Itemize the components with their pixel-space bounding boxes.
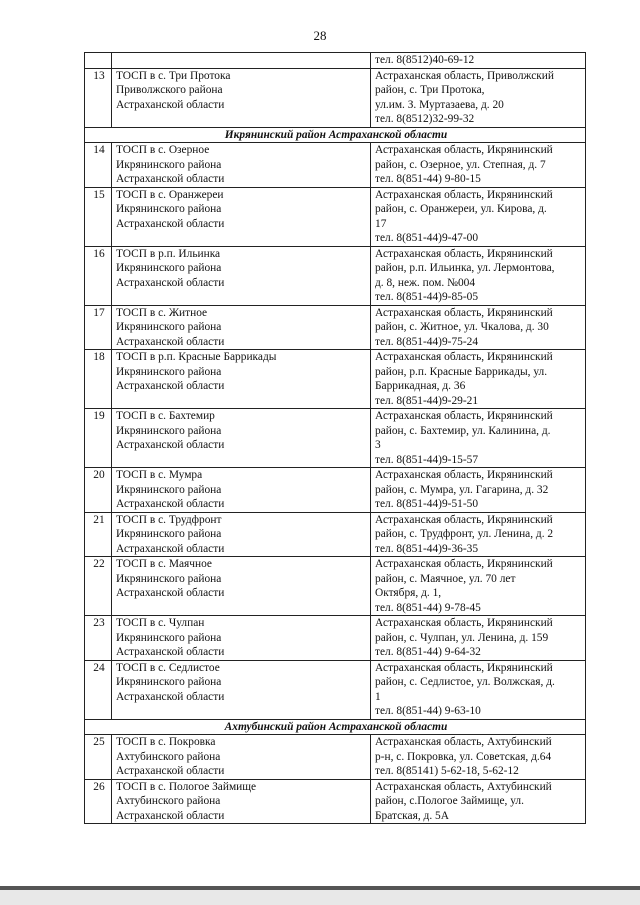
office-name-line: Астраханской области bbox=[116, 98, 225, 111]
address-line: тел. 8(851-44)9-75-24 bbox=[375, 335, 479, 348]
office-name-cell bbox=[112, 68, 371, 127]
address-line: Астраханская область, Икрянинский bbox=[375, 469, 553, 481]
section-row bbox=[85, 127, 586, 143]
office-name-line: Икрянинского района bbox=[116, 676, 222, 688]
address-line: район, с.Пологое Займище, ул. bbox=[375, 795, 524, 807]
address-line: Астраханская область, Икрянинский bbox=[375, 306, 553, 319]
address-cell bbox=[371, 187, 586, 246]
table-row bbox=[85, 246, 586, 305]
row-number: 13 bbox=[85, 68, 112, 127]
table-row bbox=[85, 350, 586, 409]
address-line: Астраханская область, Икрянинский bbox=[375, 410, 553, 422]
table-row bbox=[85, 616, 586, 661]
address-line: район, р.п. Ильинка, ул. Лермонтова, bbox=[375, 262, 555, 274]
page-number: 28 bbox=[313, 28, 327, 43]
office-name-line: Астраханской области bbox=[116, 276, 225, 289]
address-line: Астраханская область, Приволжский bbox=[375, 69, 554, 82]
address-cell bbox=[371, 409, 586, 468]
address-line: Астраханская область, Ахтубинский bbox=[375, 780, 552, 793]
row-number: 22 bbox=[85, 557, 112, 616]
office-name-line: ТОСП в с. Трудфронт bbox=[116, 513, 222, 526]
row-number: 19 bbox=[85, 409, 112, 468]
office-name-line: ТОСП в с. Озерное bbox=[116, 144, 210, 156]
address-line: тел. 8(851-44)9-15-57 bbox=[375, 453, 479, 466]
address-cell bbox=[371, 779, 586, 824]
address-cell bbox=[371, 660, 586, 719]
address-line: Астраханская область, Икрянинский bbox=[375, 351, 553, 363]
address-line: тел. 8(851-44)9-47-00 bbox=[375, 232, 479, 244]
address-line: район, с. Чулпан, ул. Ленина, д. 159 bbox=[375, 631, 549, 644]
office-name-line: Астраханской области bbox=[116, 217, 225, 230]
office-name-line: ТОСП в с. Житное bbox=[116, 306, 208, 319]
address-line: тел. 8(851-44) 9-80-15 bbox=[375, 173, 481, 185]
address-line: Астраханская область, Икрянинский bbox=[375, 661, 553, 674]
office-name-line: Икрянинского района bbox=[116, 365, 222, 378]
section-row bbox=[85, 719, 586, 735]
office-name-cell bbox=[112, 143, 371, 188]
row-number: 25 bbox=[85, 735, 112, 780]
table-row bbox=[85, 68, 586, 127]
office-name-cell bbox=[112, 616, 371, 661]
office-name-line: Астраханской области bbox=[116, 765, 225, 777]
address-line: тел. 8(8512)32-99-32 bbox=[375, 113, 475, 125]
office-name-line: ТОСП в с. Бахтемир bbox=[116, 410, 215, 422]
office-name-line: Астраханской области bbox=[116, 809, 225, 822]
address-line: Астраханская область, Икрянинский bbox=[375, 144, 553, 156]
office-name-line: Икрянинского района bbox=[116, 631, 222, 644]
address-line: район, с. Житное, ул. Чкалова, д. 30 bbox=[375, 321, 549, 333]
office-name-cell bbox=[112, 305, 371, 350]
office-name-cell bbox=[112, 660, 371, 719]
address-line: тел. 8(851-44) 9-78-45 bbox=[375, 601, 481, 614]
address-line: Астраханская область, Икрянинский bbox=[375, 188, 553, 201]
address-cell bbox=[371, 143, 586, 188]
office-name-line: ТОСП в с. Маячное bbox=[116, 558, 212, 570]
address-line: тел. 8(851-44) 9-63-10 bbox=[375, 705, 481, 717]
address-cell bbox=[371, 468, 586, 513]
row-number: 20 bbox=[85, 468, 112, 513]
address-line: тел. 8(851-44) 9-64-32 bbox=[375, 646, 481, 658]
phone-line: тел. 8(8512)40-69-12 bbox=[375, 54, 475, 66]
office-name-line: ТОСП в р.п. Ильинка bbox=[116, 247, 221, 260]
row-number: 26 bbox=[85, 779, 112, 824]
address-cell bbox=[371, 305, 586, 350]
office-name-line: ТОСП в с. Три Протока bbox=[116, 69, 231, 82]
address-line: район, с. Мумра, ул. Гагарина, д. 32 bbox=[375, 483, 549, 496]
address-line: Астраханская область, Икрянинский bbox=[375, 558, 553, 570]
office-name-line: Икрянинского района bbox=[116, 483, 222, 496]
address-cell bbox=[371, 512, 586, 557]
office-name-line: Приволжского района bbox=[116, 84, 223, 96]
row-number: 21 bbox=[85, 512, 112, 557]
address-cell bbox=[371, 246, 586, 305]
office-name-line: Астраханской области bbox=[116, 173, 225, 185]
office-name-line: Икрянинского района bbox=[116, 203, 222, 215]
office-name-line: Икрянинского района bbox=[116, 528, 222, 540]
office-name-cell bbox=[112, 779, 371, 824]
address-line: Астраханская область, Икрянинский bbox=[375, 513, 553, 526]
scan-edge-shade bbox=[0, 890, 640, 905]
address-cell bbox=[371, 735, 586, 780]
table-row bbox=[85, 735, 586, 780]
table-row bbox=[85, 305, 586, 350]
office-name-line: Икрянинского района bbox=[116, 424, 222, 437]
address-line: ул.им. З. Муртазаева, д. 20 bbox=[375, 98, 504, 111]
address-cell bbox=[371, 557, 586, 616]
table-row bbox=[85, 557, 586, 616]
row-number: 15 bbox=[85, 187, 112, 246]
address-line: 1 bbox=[375, 690, 381, 703]
table-row bbox=[85, 779, 586, 824]
address-line: район, с. Седлистое, ул. Волжская, д. bbox=[375, 676, 555, 688]
address-line: район, с. Оранжереи, ул. Кирова, д. bbox=[375, 203, 547, 215]
address-line: тел. 8(851-44)9-85-05 bbox=[375, 291, 479, 303]
address-line: Октября, д. 1, bbox=[375, 587, 442, 599]
table-row bbox=[85, 409, 586, 468]
address-cell bbox=[371, 68, 586, 127]
row-number: 23 bbox=[85, 616, 112, 661]
address-line: тел. 8(851-44)9-36-35 bbox=[375, 542, 479, 555]
office-name-line: Икрянинского района bbox=[116, 572, 222, 585]
office-name-cell bbox=[112, 409, 371, 468]
address-line: д. 8, неж. пом. №004 bbox=[375, 276, 476, 289]
address-line: 3 bbox=[375, 439, 381, 451]
address-line: Астраханская область, Ахтубинский bbox=[375, 736, 552, 748]
office-name-cell bbox=[112, 468, 371, 513]
office-name-line: Астраханской области bbox=[116, 542, 225, 555]
table-row bbox=[85, 512, 586, 557]
office-name-line: ТОСП в с. Седлистое bbox=[116, 661, 220, 674]
address-line: тел. 8(85141) 5-62-18, 5-62-12 bbox=[375, 765, 519, 777]
address-cell bbox=[371, 53, 586, 69]
address-line: р-н, с. Покровка, ул. Советская, д.64 bbox=[375, 750, 552, 763]
row-number: 18 bbox=[85, 350, 112, 409]
office-name-line: ТОСП в с. Покровка bbox=[116, 736, 216, 748]
address-line: район, с. Бахтемир, ул. Калинина, д. bbox=[375, 424, 551, 437]
row-number: 24 bbox=[85, 660, 112, 719]
office-name-line: Астраханской области bbox=[116, 439, 225, 451]
office-name-line: Астраханской области bbox=[116, 690, 225, 703]
row-number: 14 bbox=[85, 143, 112, 188]
table-row bbox=[85, 187, 586, 246]
office-name-line: ТОСП в с. Пологое Займище bbox=[116, 780, 257, 793]
office-name-line: Икрянинского района bbox=[116, 158, 222, 171]
office-name-cell bbox=[112, 350, 371, 409]
row-number: 17 bbox=[85, 305, 112, 350]
address-line: Братская, д. 5А bbox=[375, 809, 449, 822]
address-cell bbox=[371, 350, 586, 409]
address-line: район, р.п. Красные Баррикады, ул. bbox=[375, 365, 548, 378]
address-line: тел. 8(851-44)9-51-50 bbox=[375, 498, 479, 510]
office-name-line: Икрянинского района bbox=[116, 262, 222, 274]
office-name-line: Астраханской области bbox=[116, 587, 225, 599]
offices-table bbox=[84, 52, 586, 824]
office-name-cell bbox=[112, 246, 371, 305]
office-name-cell bbox=[112, 735, 371, 780]
table-row bbox=[85, 468, 586, 513]
office-name-line: Ахтубинского района bbox=[116, 750, 221, 763]
address-line: район, с. Трудфронт, ул. Ленина, д. 2 bbox=[375, 528, 554, 540]
row-number: 16 bbox=[85, 246, 112, 305]
office-name-line: ТОСП в р.п. Красные Баррикады bbox=[116, 351, 277, 363]
office-name-line: Астраханской области bbox=[116, 380, 225, 392]
table-row bbox=[85, 53, 586, 69]
address-cell bbox=[371, 616, 586, 661]
office-name-line: Ахтубинского района bbox=[116, 795, 221, 807]
office-name-line: Икрянинского района bbox=[116, 321, 222, 333]
section-heading-akhtubinsky: Ахтубинский район Астраханской области bbox=[85, 719, 586, 735]
office-name-line: Астраханской области bbox=[116, 646, 225, 658]
office-name-line: Астраханской области bbox=[116, 335, 225, 348]
address-line: район, с. Три Протока, bbox=[375, 84, 485, 96]
office-name-line: ТОСП в с. Мумра bbox=[116, 469, 203, 481]
address-line: тел. 8(851-44)9-29-21 bbox=[375, 394, 479, 407]
address-line: Астраханская область, Икрянинский bbox=[375, 617, 553, 629]
office-name-cell bbox=[112, 187, 371, 246]
section-heading-ikryaninsky: Икрянинский район Астраханской области bbox=[85, 127, 586, 143]
address-line: район, с. Маячное, ул. 70 лет bbox=[375, 572, 516, 585]
address-line: Баррикадная, д. 36 bbox=[375, 380, 466, 392]
office-name-line: ТОСП в с. Оранжереи bbox=[116, 188, 224, 201]
table-row bbox=[85, 143, 586, 188]
address-line: район, с. Озерное, ул. Степная, д. 7 bbox=[375, 158, 546, 171]
office-name-line: ТОСП в с. Чулпан bbox=[116, 617, 205, 629]
office-name-cell bbox=[112, 512, 371, 557]
address-line: Астраханская область, Икрянинский bbox=[375, 247, 553, 260]
office-name-cell bbox=[112, 557, 371, 616]
office-name-line: Астраханской области bbox=[116, 498, 225, 510]
table-row bbox=[85, 660, 586, 719]
address-line: 17 bbox=[375, 217, 387, 230]
